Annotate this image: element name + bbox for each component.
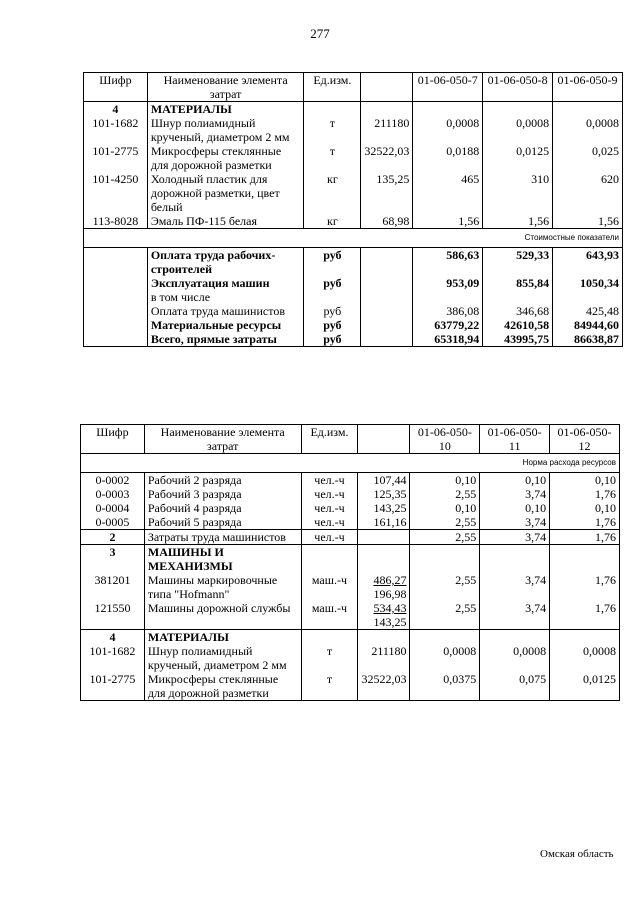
row-value-3: 1,76: [550, 487, 620, 501]
row-name: Рабочий 5 разряда: [144, 515, 301, 530]
row-code: 0-0003: [95, 487, 130, 501]
row-code: 121550: [94, 601, 131, 615]
row-value-3: 84944,60: [553, 318, 623, 332]
row-value-2: 0,10: [480, 501, 550, 515]
row-value-2: 0,075: [480, 672, 550, 701]
table-row: [84, 318, 623, 332]
row-price: 211180: [361, 116, 413, 144]
row-value-3: 1,56: [553, 214, 623, 229]
row-name: в том числе: [147, 290, 304, 304]
row-value-2: 3,74: [480, 487, 550, 501]
row-unit: чел.-ч: [301, 487, 358, 501]
row-value-1: 2,55: [410, 515, 480, 530]
row-value-3: 0,025: [553, 144, 623, 172]
table-row: [84, 248, 623, 277]
row-name: Шнур полиамидный крученый, диаметром 2 мм: [144, 644, 301, 672]
row-price: 107,44: [358, 473, 410, 488]
col-code1-header: 01-06-050-7: [413, 73, 483, 102]
row-value-2: 0,0008: [483, 116, 553, 144]
row-code: 113-8028: [92, 214, 139, 228]
col-name-header: Наименование элемента затрат: [147, 73, 304, 102]
row-name: Эксплуатация машин: [147, 276, 304, 290]
row-code: 101-2775: [89, 672, 136, 686]
col-name-header: Наименование элемента затрат: [144, 425, 301, 454]
section-row: [81, 630, 620, 645]
row-unit: т: [301, 672, 358, 701]
col-shifr-header: Шифр: [81, 425, 145, 454]
row-name: Холодный пластик для дорожной разметки, цвет белый: [147, 172, 304, 214]
row-name: Машины маркировочные типа "Hofmann": [144, 573, 301, 601]
row-code: 381201: [94, 573, 131, 587]
resource-table-1: [83, 72, 623, 347]
section-row: [81, 545, 620, 574]
col-shifr-header: Шифр: [84, 73, 148, 102]
section-code: 4: [81, 630, 145, 645]
row-price: [358, 573, 410, 601]
row-unit: руб: [304, 248, 361, 277]
row-value-3: 643,93: [553, 248, 623, 277]
table-header-row: [84, 73, 623, 102]
table-row: [84, 172, 623, 214]
row-value-3: 0,0125: [550, 672, 620, 701]
col-unit-header: Ед.изм.: [301, 425, 358, 454]
row-value-3: 1,76: [550, 515, 620, 530]
row-price-2: 196,98: [373, 587, 407, 601]
row-unit: руб: [304, 304, 361, 318]
row-value-2: 3,74: [480, 515, 550, 530]
table-row: [81, 644, 620, 672]
table-row: [81, 672, 620, 701]
row-code: 0-0002: [95, 473, 130, 487]
row-value-3: 1,76: [550, 573, 620, 601]
table-row: [84, 290, 623, 304]
row-value-1: 2,55: [410, 487, 480, 501]
row-price: [358, 601, 410, 630]
row-value-1: 0,0008: [413, 116, 483, 144]
row-price-2: 143,25: [373, 615, 407, 629]
row-code: 2: [81, 530, 145, 545]
row-value-2: 0,0125: [483, 144, 553, 172]
row-code: 101-1682: [92, 116, 139, 130]
row-name: Шнур полиамидный крученый, диаметром 2 мм: [147, 116, 304, 144]
row-unit: руб: [304, 332, 361, 347]
row-value-3: 425,48: [553, 304, 623, 318]
sub-header-label: Норма расхода ресурсов: [81, 454, 620, 473]
row-value-2: 346,68: [483, 304, 553, 318]
row-name: Рабочий 4 разряда: [144, 501, 301, 515]
row-name: Рабочий 2 разряда: [144, 473, 301, 488]
sub-header-row: [84, 229, 623, 248]
col-price-header: [361, 73, 413, 102]
row-unit: т: [304, 144, 361, 172]
region-footer: Омская область: [540, 848, 614, 860]
row-value-1: 0,0188: [413, 144, 483, 172]
row-code: 101-2775: [92, 144, 139, 158]
row-name: Материальные ресурсы: [147, 318, 304, 332]
row-unit: маш.-ч: [301, 601, 358, 630]
row-price: 32522,03: [358, 672, 410, 701]
row-value-3: 0,0008: [550, 644, 620, 672]
row-value-1: 2,55: [410, 573, 480, 601]
row-unit: чел.-ч: [301, 515, 358, 530]
table-row: [81, 515, 620, 530]
row-value-3: 1050,34: [553, 276, 623, 290]
row-value-1: 586,63: [413, 248, 483, 277]
row-price: 143,25: [358, 501, 410, 515]
row-value-1: 465: [413, 172, 483, 214]
row-price: 161,16: [358, 515, 410, 530]
row-price: 135,25: [361, 172, 413, 214]
row-value-1: 386,08: [413, 304, 483, 318]
row-value-3: 0,10: [550, 473, 620, 488]
table-row: [84, 304, 623, 318]
row-value-2: 3,74: [480, 573, 550, 601]
row-code: 0-0005: [95, 515, 130, 529]
row-value-2: 310: [483, 172, 553, 214]
row-code: 101-1682: [89, 644, 136, 658]
row-value-3: 620: [553, 172, 623, 214]
row-value-3: 1,76: [550, 530, 620, 545]
row-value-2: 43995,75: [483, 332, 553, 347]
table-row: [84, 276, 623, 290]
row-value-3: 0,0008: [553, 116, 623, 144]
row-unit: [304, 290, 361, 304]
row-unit: т: [301, 644, 358, 672]
row-value-1: 1,56: [413, 214, 483, 229]
col-code2-header: 01-06-050-11: [480, 425, 550, 454]
section-code: 3: [81, 545, 145, 574]
row-price: [361, 304, 413, 318]
table-row: [81, 501, 620, 515]
row-price: [361, 318, 413, 332]
page-number: 277: [310, 26, 330, 41]
row-value-2: 855,84: [483, 276, 553, 290]
row-unit: чел.-ч: [301, 473, 358, 488]
row-unit: кг: [304, 214, 361, 229]
row-name: Рабочий 3 разряда: [144, 487, 301, 501]
table-row: [84, 214, 623, 229]
row-value-2: 3,74: [480, 530, 550, 545]
row-value-1: [413, 290, 483, 304]
operators-row: [81, 530, 620, 545]
col-price-header: [358, 425, 410, 454]
section-title: МАТЕРИАЛЫ: [147, 102, 304, 117]
row-value-1: 63779,22: [413, 318, 483, 332]
row-name: Микросферы стеклянные для дорожной разметки: [147, 144, 304, 172]
row-name: Всего, прямые затраты: [147, 332, 304, 347]
col-code3-header: 01-06-050-9: [553, 73, 623, 102]
row-price: 125,35: [358, 487, 410, 501]
row-value-3: 1,76: [550, 601, 620, 630]
table-row: [84, 116, 623, 144]
table-row: [84, 144, 623, 172]
section-title: МАТЕРИАЛЫ: [144, 630, 301, 645]
row-name: Машины дорожной службы: [144, 601, 301, 630]
row-value-1: 65318,94: [413, 332, 483, 347]
row-name: Микросферы стеклянные для дорожной разметки: [144, 672, 301, 701]
row-price: [361, 248, 413, 277]
table-row: [84, 332, 623, 347]
row-unit: маш.-ч: [301, 573, 358, 601]
row-value-2: 529,33: [483, 248, 553, 277]
resource-table-2: [80, 424, 620, 701]
table-row: [81, 473, 620, 488]
row-value-1: 953,09: [413, 276, 483, 290]
row-value-2: 0,10: [480, 473, 550, 488]
row-unit: руб: [304, 276, 361, 290]
row-value-1: 0,0008: [410, 644, 480, 672]
row-price-1: 486,27: [373, 573, 407, 587]
row-price: 32522,03: [361, 144, 413, 172]
row-value-1: 0,0375: [410, 672, 480, 701]
row-name: Эмаль ПФ-115 белая: [147, 214, 304, 229]
section-title: МАШИНЫ И МЕХАНИЗМЫ: [144, 545, 301, 574]
row-value-2: 1,56: [483, 214, 553, 229]
row-price-1: 534,43: [373, 601, 407, 615]
row-price: [361, 290, 413, 304]
col-unit-header: Ед.изм.: [304, 73, 361, 102]
row-value-3: 0,10: [550, 501, 620, 515]
table-row: [81, 487, 620, 501]
row-value-2: 3,74: [480, 601, 550, 630]
row-code: 0-0004: [95, 501, 130, 515]
table-row: [81, 573, 620, 601]
row-value-2: [483, 290, 553, 304]
row-unit: кг: [304, 172, 361, 214]
row-value-1: 0,10: [410, 473, 480, 488]
row-price: [361, 332, 413, 347]
col-code1-header: 01-06-050-10: [410, 425, 480, 454]
row-name: Оплата труда машинистов: [147, 304, 304, 318]
row-price: 211180: [358, 644, 410, 672]
row-price: [361, 276, 413, 290]
row-value-1: 2,55: [410, 601, 480, 630]
sub-header-row: [81, 454, 620, 473]
table-row: [81, 601, 620, 630]
section-code: 4: [112, 102, 119, 116]
row-value-3: 86638,87: [553, 332, 623, 347]
row-name: Оплата труда рабочих-строителей: [147, 248, 304, 277]
col-code2-header: 01-06-050-8: [483, 73, 553, 102]
row-name: Затраты труда машинистов: [144, 530, 301, 545]
row-unit: чел.-ч: [301, 501, 358, 515]
section-row: [84, 102, 623, 117]
row-price: [358, 530, 410, 545]
row-value-1: 0,10: [410, 501, 480, 515]
row-value-2: 0,0008: [480, 644, 550, 672]
row-value-1: 2,55: [410, 530, 480, 545]
row-price: 68,98: [361, 214, 413, 229]
row-value-3: [553, 290, 623, 304]
row-unit: т: [304, 116, 361, 144]
row-value-2: 42610,58: [483, 318, 553, 332]
row-unit: руб: [304, 318, 361, 332]
row-code: 101-4250: [92, 172, 139, 186]
col-code3-header: 01-06-050-12: [550, 425, 620, 454]
sub-header-label: Стоимостные показатели: [84, 229, 623, 248]
row-unit: чел.-ч: [301, 530, 358, 545]
table-header-row: [81, 425, 620, 454]
